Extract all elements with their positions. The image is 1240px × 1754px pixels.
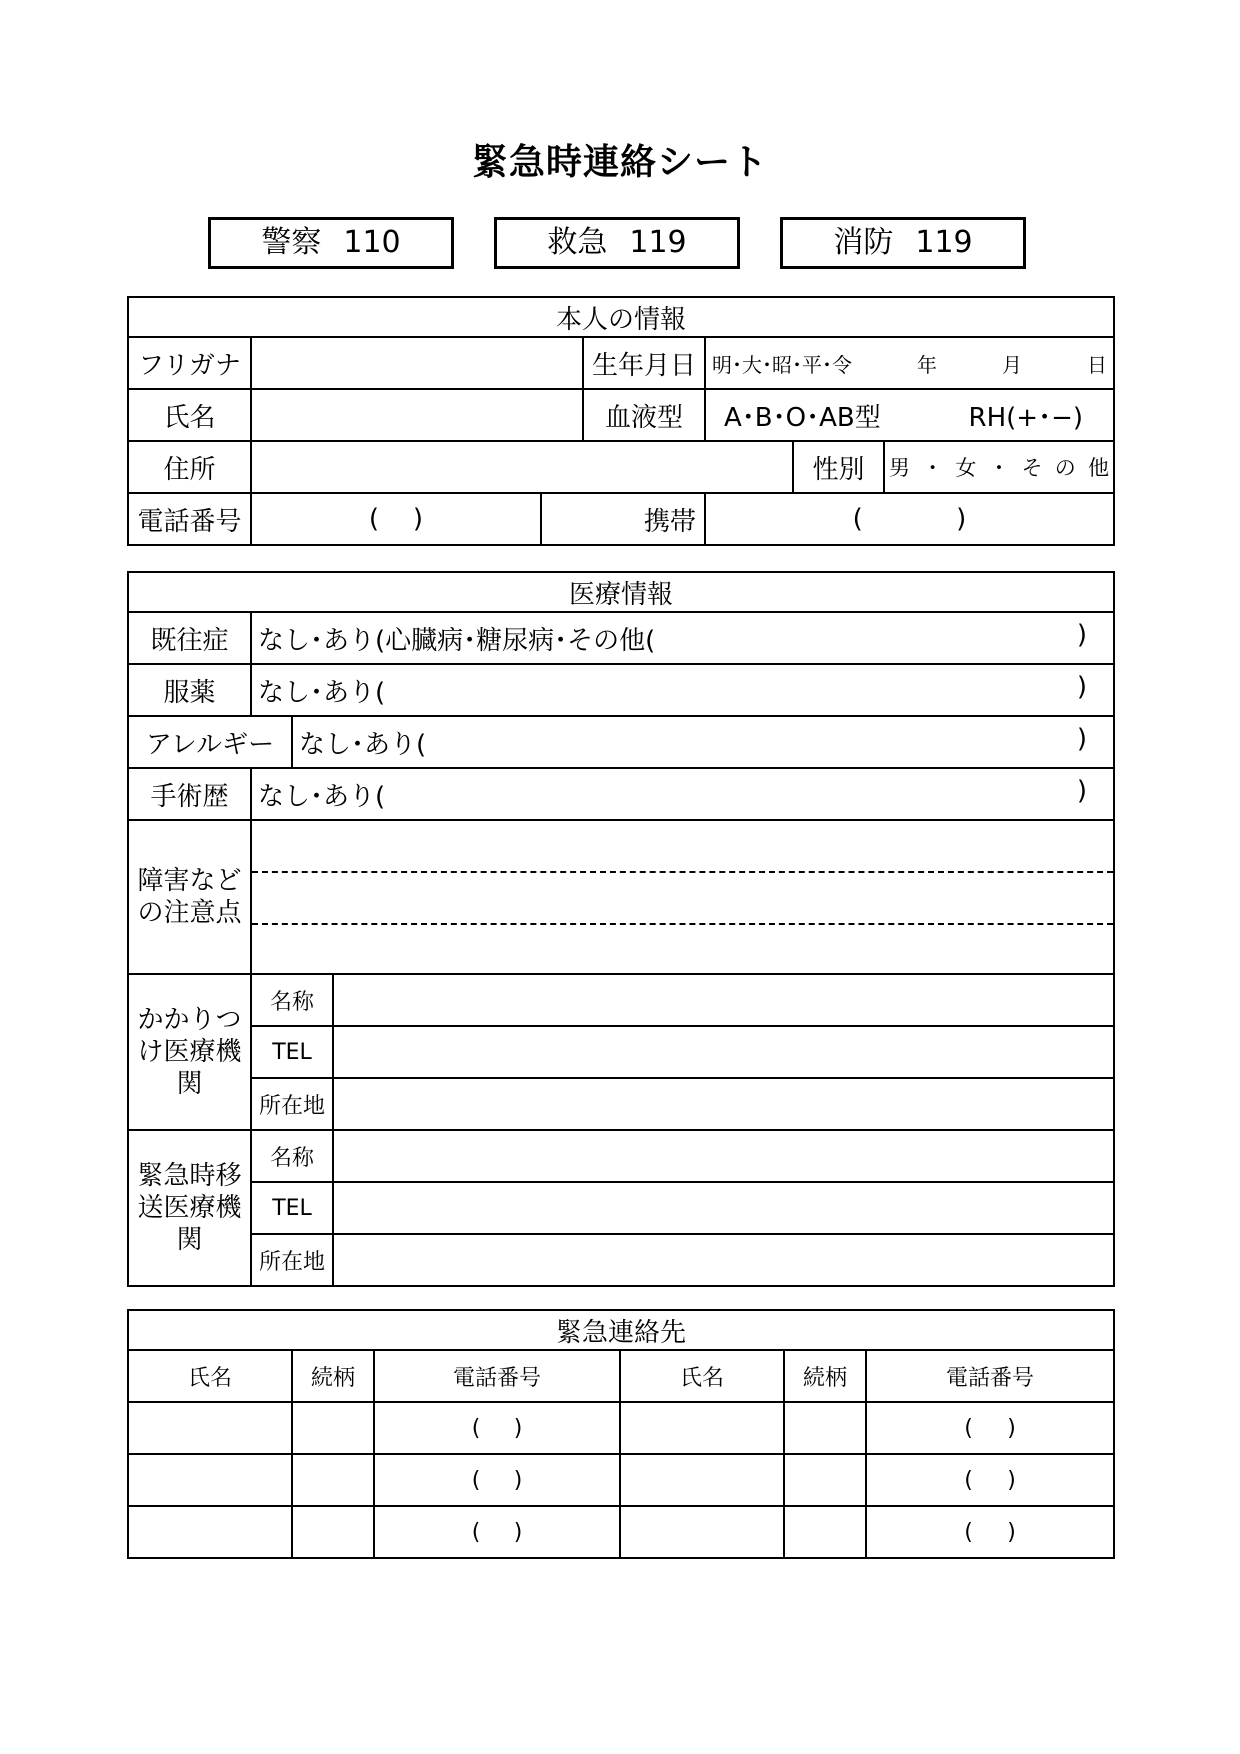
gender-field[interactable] xyxy=(884,441,1114,493)
month-unit: 月 xyxy=(1002,352,1022,377)
transport-address-label: 所在地 xyxy=(251,1234,333,1286)
surgery-close: ) xyxy=(1076,775,1088,806)
contact-phone-field[interactable] xyxy=(866,1506,1114,1558)
contact-name-header: 氏名 xyxy=(620,1350,784,1402)
clinic-name-field[interactable] xyxy=(333,974,1114,1026)
clinic-address-label: 所在地 xyxy=(251,1078,333,1130)
gender-option: そ xyxy=(1021,456,1043,480)
transport-label: 緊急時移送医療機関 xyxy=(128,1130,251,1286)
clinic-label: かかりつけ医療機関 xyxy=(128,974,251,1130)
surgery-field[interactable] xyxy=(251,768,1114,820)
contact-relation-field[interactable] xyxy=(784,1402,866,1454)
paren-close: ) xyxy=(1007,1519,1016,1545)
contact-relation-field[interactable] xyxy=(784,1454,866,1506)
history-label: 既往症 xyxy=(128,612,251,664)
gender-separator: ・ xyxy=(988,456,1010,480)
name-field[interactable] xyxy=(251,389,583,441)
clinic-address-field[interactable] xyxy=(333,1078,1114,1130)
medication-close: ) xyxy=(1076,671,1088,702)
contact-phone-field[interactable] xyxy=(866,1402,1114,1454)
mobile-paren-open: ( xyxy=(852,504,863,534)
mobile-paren-close: ) xyxy=(956,504,967,534)
paren-open: ( xyxy=(964,1467,973,1493)
contact-relation-field[interactable] xyxy=(292,1506,374,1558)
history-close: ) xyxy=(1076,619,1088,650)
furigana-field[interactable] xyxy=(251,337,583,389)
paren-open: ( xyxy=(471,1519,481,1545)
contact-relation-header: 続柄 xyxy=(292,1350,374,1402)
transport-name-field[interactable] xyxy=(333,1130,1114,1182)
contact-name-field[interactable] xyxy=(620,1506,784,1558)
address-label: 住所 xyxy=(128,441,251,493)
allergy-field[interactable] xyxy=(292,716,1114,768)
contact-relation-field[interactable] xyxy=(784,1506,866,1558)
fire-label: 消防 xyxy=(833,225,894,260)
clinic-name-label: 名称 xyxy=(251,974,333,1026)
contact-relation-header: 続柄 xyxy=(784,1350,866,1402)
medication-field[interactable] xyxy=(251,664,1114,716)
transport-address-field[interactable] xyxy=(333,1234,1114,1286)
contact-name-field[interactable] xyxy=(128,1506,292,1558)
phone-paren-open: ( xyxy=(368,504,380,534)
contact-phone-header: 電話番号 xyxy=(866,1350,1114,1402)
personal-heading: 本人の情報 xyxy=(128,297,1114,337)
contact-phone-field[interactable] xyxy=(866,1454,1114,1506)
table-row xyxy=(128,1454,1114,1506)
mobile-label: 携帯 xyxy=(541,493,705,545)
gender-label: 性別 xyxy=(793,441,884,493)
contacts-table xyxy=(127,1309,1115,1559)
name-label: 氏名 xyxy=(128,389,251,441)
clinic-tel-field[interactable] xyxy=(333,1026,1114,1078)
transport-name-label: 名称 xyxy=(251,1130,333,1182)
address-field[interactable] xyxy=(251,441,793,493)
blood-type-label: 血液型 xyxy=(583,389,705,441)
paren-open: ( xyxy=(964,1415,973,1441)
contact-relation-field[interactable] xyxy=(292,1454,374,1506)
history-options: なし･あり(心臓病･糖尿病･その他( xyxy=(258,625,656,656)
fire-number-box xyxy=(780,217,1026,269)
transport-tel-field[interactable] xyxy=(333,1182,1114,1234)
ambulance-number: 119 xyxy=(629,225,687,260)
birthdate-field[interactable] xyxy=(705,337,1114,389)
gender-option: の xyxy=(1054,456,1076,480)
contact-name-field[interactable] xyxy=(620,1402,784,1454)
furigana-label: フリガナ xyxy=(128,337,251,389)
mobile-field[interactable] xyxy=(705,493,1114,545)
notes-field[interactable] xyxy=(251,820,1114,974)
medication-options: なし･あり( xyxy=(258,677,386,708)
paren-close: ) xyxy=(513,1467,523,1493)
ambulance-number-box xyxy=(494,217,740,269)
history-field[interactable] xyxy=(251,612,1114,664)
gender-separator: ・ xyxy=(922,456,944,480)
phone-paren-close: ) xyxy=(412,504,424,534)
day-unit: 日 xyxy=(1087,352,1107,377)
paren-close: ) xyxy=(513,1519,523,1545)
police-number: 110 xyxy=(343,225,401,260)
paren-close: ) xyxy=(1007,1467,1016,1493)
surgery-options: なし･あり( xyxy=(258,781,386,812)
fire-number: 119 xyxy=(915,225,973,260)
medical-heading: 医療情報 xyxy=(128,572,1114,612)
page-title: 緊急時連絡シート xyxy=(471,142,768,183)
paren-open: ( xyxy=(471,1467,481,1493)
gender-option: 男 xyxy=(889,456,910,480)
phone-label: 電話番号 xyxy=(128,493,251,545)
contact-name-field[interactable] xyxy=(128,1454,292,1506)
police-label: 警察 xyxy=(261,225,322,260)
contact-name-field[interactable] xyxy=(128,1402,292,1454)
paren-open: ( xyxy=(471,1415,481,1441)
allergy-options: なし･あり( xyxy=(299,729,427,760)
contact-phone-field[interactable] xyxy=(374,1454,620,1506)
surgery-label: 手術歴 xyxy=(128,768,251,820)
ambulance-label: 救急 xyxy=(547,225,608,260)
blood-type-field[interactable] xyxy=(705,389,1114,441)
medication-label: 服薬 xyxy=(128,664,251,716)
paren-close: ) xyxy=(513,1415,523,1441)
allergy-close: ) xyxy=(1076,723,1088,754)
birthdate-label: 生年月日 xyxy=(583,337,705,389)
medical-info-table xyxy=(127,571,1115,1287)
contact-name-header: 氏名 xyxy=(128,1350,292,1402)
personal-info-table xyxy=(127,296,1115,546)
table-row xyxy=(128,1506,1114,1558)
contacts-heading: 緊急連絡先 xyxy=(128,1310,1114,1350)
allergy-label: アレルギー xyxy=(128,716,292,768)
contact-name-field[interactable] xyxy=(620,1454,784,1506)
phone-field[interactable] xyxy=(251,493,541,545)
contact-phone-header: 電話番号 xyxy=(374,1350,620,1402)
police-number-box xyxy=(208,217,454,269)
gender-option: 他 xyxy=(1087,456,1109,480)
transport-tel-label: TEL xyxy=(251,1182,333,1234)
clinic-tel-label: TEL xyxy=(251,1026,333,1078)
table-row xyxy=(128,1402,1114,1454)
paren-close: ) xyxy=(1007,1415,1016,1441)
paren-open: ( xyxy=(964,1519,973,1545)
rh-options: RH(+･−) xyxy=(968,402,1084,433)
blood-type-options: A･B･O･AB型 xyxy=(724,402,881,433)
contact-phone-field[interactable] xyxy=(374,1506,620,1558)
year-unit: 年 xyxy=(917,352,937,377)
notes-label: 障害などの注意点 xyxy=(128,820,251,974)
contact-phone-field[interactable] xyxy=(374,1402,620,1454)
contact-relation-field[interactable] xyxy=(292,1402,374,1454)
era-options: 明･大･昭･平･令 xyxy=(712,352,852,377)
gender-option: 女 xyxy=(955,456,977,480)
